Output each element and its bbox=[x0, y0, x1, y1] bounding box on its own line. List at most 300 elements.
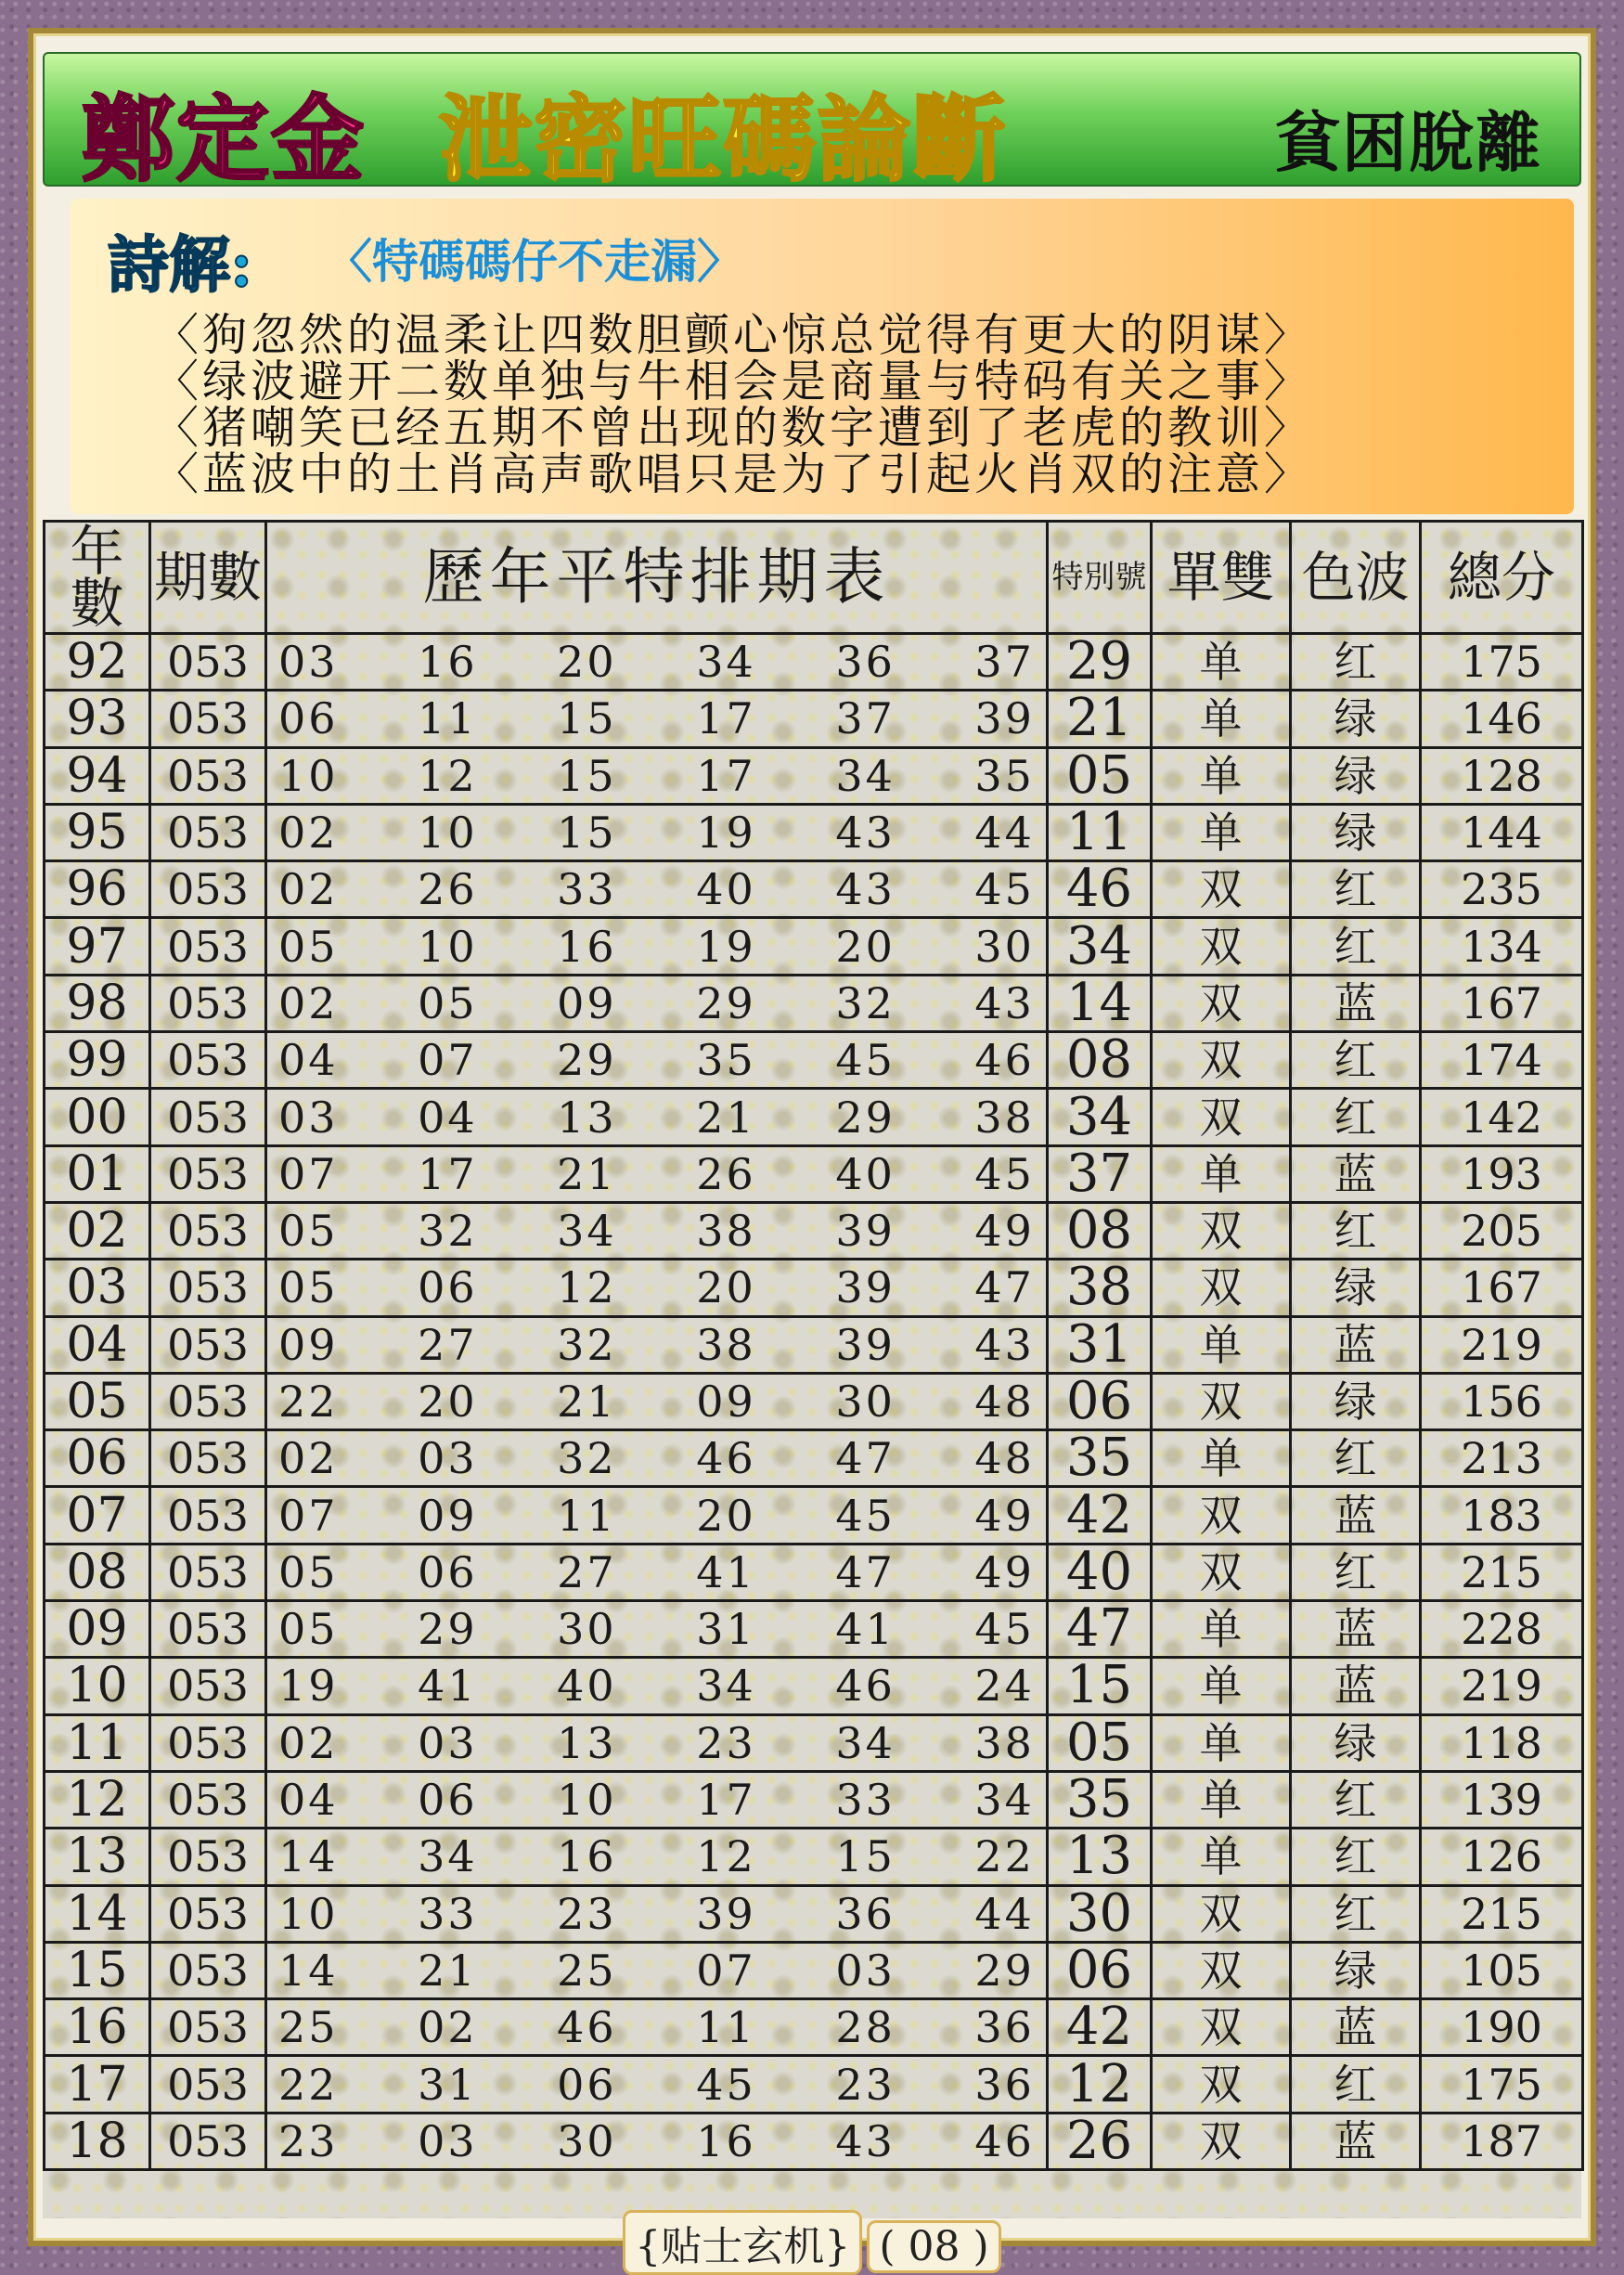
special-number-cell: 35 bbox=[1048, 1771, 1152, 1828]
number: 20 bbox=[696, 1490, 756, 1541]
total-cell: 134 bbox=[1421, 918, 1583, 975]
numbers-cell bbox=[266, 1260, 1048, 1316]
numbers-cell bbox=[266, 1202, 1048, 1259]
numbers-cell bbox=[266, 1771, 1048, 1828]
total-cell: 215 bbox=[1421, 1544, 1583, 1600]
table-row bbox=[45, 861, 1583, 918]
footer-label: {贴士玄机} bbox=[623, 2210, 862, 2275]
year-cell: 03 bbox=[45, 1260, 150, 1316]
header-year: 年數 bbox=[45, 522, 150, 634]
odd-even-cell: 双 bbox=[1152, 975, 1291, 1031]
total-cell: 167 bbox=[1421, 1260, 1583, 1316]
number: 29 bbox=[974, 1945, 1035, 1996]
odd-even-cell: 单 bbox=[1152, 1145, 1291, 1202]
number: 17 bbox=[696, 1775, 756, 1826]
odd-even-cell: 单 bbox=[1152, 634, 1291, 691]
number: 38 bbox=[696, 1319, 756, 1370]
number: 02 bbox=[418, 2002, 478, 2053]
period-cell: 053 bbox=[150, 861, 266, 918]
numbers-group bbox=[278, 1890, 1035, 1938]
special-number-cell: 13 bbox=[1048, 1829, 1152, 1885]
number: 34 bbox=[557, 1206, 617, 1257]
numbers-group bbox=[278, 979, 1035, 1028]
numbers-cell bbox=[266, 1999, 1048, 2056]
number: 23 bbox=[278, 2115, 339, 2166]
numbers-group bbox=[278, 1377, 1035, 1426]
year-cell: 17 bbox=[45, 2056, 150, 2113]
year-cell: 10 bbox=[45, 1658, 150, 1714]
number: 11 bbox=[418, 693, 478, 744]
poem-line: 〈猪嘲笑已经五期不曾出现的数字遭到了老虎的教训〉 bbox=[154, 402, 1313, 454]
period-cell: 053 bbox=[150, 747, 266, 804]
numbers-cell bbox=[266, 1487, 1048, 1544]
number: 44 bbox=[974, 1888, 1035, 1939]
numbers-cell bbox=[266, 1430, 1048, 1487]
odd-even-cell: 双 bbox=[1152, 1260, 1291, 1316]
number: 16 bbox=[418, 637, 478, 688]
number: 26 bbox=[418, 864, 478, 915]
number: 31 bbox=[696, 1604, 756, 1655]
period-cell: 053 bbox=[150, 1202, 266, 1259]
numbers-cell bbox=[266, 634, 1048, 691]
number: 34 bbox=[835, 1717, 896, 1768]
number: 38 bbox=[696, 1206, 756, 1257]
special-number-cell: 37 bbox=[1048, 1145, 1152, 1202]
table-row bbox=[45, 1260, 1583, 1316]
number: 03 bbox=[278, 637, 339, 688]
period-cell: 053 bbox=[150, 691, 266, 747]
table-row bbox=[45, 1145, 1583, 1202]
number: 02 bbox=[278, 977, 339, 1028]
year-cell: 05 bbox=[45, 1373, 150, 1429]
numbers-group bbox=[278, 1548, 1035, 1596]
table-body bbox=[45, 634, 1583, 2170]
number: 23 bbox=[835, 2059, 896, 2110]
number: 40 bbox=[557, 1661, 617, 1712]
special-number-cell: 14 bbox=[1048, 975, 1152, 1031]
poem-section bbox=[71, 199, 1574, 514]
number: 19 bbox=[696, 808, 756, 859]
period-cell: 053 bbox=[150, 1373, 266, 1429]
numbers-cell bbox=[266, 1373, 1048, 1429]
table-row bbox=[45, 1430, 1583, 1487]
odd-even-cell: 双 bbox=[1152, 1999, 1291, 2056]
numbers-group bbox=[278, 1263, 1035, 1312]
table-row bbox=[45, 1714, 1583, 1771]
special-number-cell: 47 bbox=[1048, 1601, 1152, 1658]
header-history: 歷年平特排期表 bbox=[266, 522, 1048, 634]
special-number-cell: 06 bbox=[1048, 1373, 1152, 1429]
odd-even-cell: 双 bbox=[1152, 918, 1291, 975]
number: 48 bbox=[974, 1377, 1035, 1427]
header-period: 期數 bbox=[150, 522, 266, 634]
numbers-cell bbox=[266, 1658, 1048, 1714]
special-number-cell: 31 bbox=[1048, 1316, 1152, 1373]
numbers-group bbox=[278, 1207, 1035, 1255]
total-cell: 174 bbox=[1421, 1032, 1583, 1089]
numbers-cell bbox=[266, 1032, 1048, 1089]
year-cell: 01 bbox=[45, 1145, 150, 1202]
total-cell: 105 bbox=[1421, 1942, 1583, 1998]
poem-title: 〈特碼碼仔不走漏〉 bbox=[326, 235, 743, 289]
period-cell: 053 bbox=[150, 2056, 266, 2113]
year-cell: 07 bbox=[45, 1487, 150, 1544]
number: 06 bbox=[557, 2059, 617, 2110]
special-number-cell: 30 bbox=[1048, 1885, 1152, 1942]
odd-even-cell: 单 bbox=[1152, 1658, 1291, 1714]
color-cell: 红 bbox=[1291, 1771, 1421, 1828]
number: 37 bbox=[974, 637, 1035, 688]
number: 25 bbox=[278, 2002, 339, 2053]
numbers-group bbox=[278, 638, 1035, 686]
page-frame bbox=[28, 28, 1596, 2270]
odd-even-cell: 单 bbox=[1152, 691, 1291, 747]
odd-even-cell: 单 bbox=[1152, 1430, 1291, 1487]
year-cell: 16 bbox=[45, 1999, 150, 2056]
period-cell: 053 bbox=[150, 1999, 266, 2056]
special-number-cell: 42 bbox=[1048, 1999, 1152, 2056]
number: 09 bbox=[418, 1490, 478, 1541]
number: 40 bbox=[696, 864, 756, 915]
number: 29 bbox=[835, 1092, 896, 1143]
year-cell: 94 bbox=[45, 747, 150, 804]
numbers-cell bbox=[266, 975, 1048, 1031]
number: 13 bbox=[557, 1717, 617, 1768]
number: 43 bbox=[974, 977, 1035, 1028]
number: 49 bbox=[974, 1490, 1035, 1541]
number: 47 bbox=[835, 1433, 896, 1484]
color-cell: 绿 bbox=[1291, 1373, 1421, 1429]
year-cell: 18 bbox=[45, 2113, 150, 2169]
number: 06 bbox=[418, 1546, 478, 1597]
year-cell: 04 bbox=[45, 1316, 150, 1373]
numbers-cell bbox=[266, 1145, 1048, 1202]
numbers-cell bbox=[266, 691, 1048, 747]
numbers-group bbox=[278, 1036, 1035, 1084]
table-row bbox=[45, 1032, 1583, 1089]
number: 39 bbox=[974, 693, 1035, 744]
color-cell: 红 bbox=[1291, 1829, 1421, 1885]
table-row bbox=[45, 1316, 1583, 1373]
number: 05 bbox=[278, 1604, 339, 1655]
number: 25 bbox=[557, 1945, 617, 1996]
number: 30 bbox=[557, 1604, 617, 1655]
number: 23 bbox=[557, 1888, 617, 1939]
color-cell: 绿 bbox=[1291, 804, 1421, 860]
number: 34 bbox=[696, 637, 756, 688]
color-cell: 绿 bbox=[1291, 747, 1421, 804]
period-cell: 053 bbox=[150, 1942, 266, 1998]
number: 48 bbox=[974, 1433, 1035, 1484]
number: 21 bbox=[418, 1945, 478, 1996]
color-cell: 蓝 bbox=[1291, 1316, 1421, 1373]
number: 45 bbox=[974, 1604, 1035, 1655]
number: 34 bbox=[974, 1775, 1035, 1826]
odd-even-cell: 双 bbox=[1152, 1544, 1291, 1600]
color-cell: 蓝 bbox=[1291, 1658, 1421, 1714]
number: 21 bbox=[557, 1148, 617, 1199]
number: 20 bbox=[696, 1262, 756, 1313]
number: 15 bbox=[557, 808, 617, 859]
odd-even-cell: 双 bbox=[1152, 1032, 1291, 1089]
number: 10 bbox=[278, 750, 339, 801]
color-cell: 红 bbox=[1291, 1544, 1421, 1600]
period-cell: 053 bbox=[150, 1714, 266, 1771]
year-cell: 06 bbox=[45, 1430, 150, 1487]
number: 10 bbox=[557, 1775, 617, 1826]
period-cell: 053 bbox=[150, 1316, 266, 1373]
page-number-box: ( 08 ) bbox=[867, 2220, 1000, 2273]
table-row bbox=[45, 634, 1583, 691]
total-cell: 235 bbox=[1421, 861, 1583, 918]
number: 29 bbox=[696, 977, 756, 1028]
period-cell: 053 bbox=[150, 804, 266, 860]
number: 46 bbox=[974, 2115, 1035, 2166]
number: 06 bbox=[418, 1775, 478, 1826]
odd-even-cell: 双 bbox=[1152, 1089, 1291, 1145]
color-cell: 绿 bbox=[1291, 1260, 1421, 1316]
period-cell: 053 bbox=[150, 1145, 266, 1202]
numbers-cell bbox=[266, 1089, 1048, 1145]
period-cell: 053 bbox=[150, 1658, 266, 1714]
number: 35 bbox=[974, 750, 1035, 801]
total-cell: 146 bbox=[1421, 691, 1583, 747]
total-cell: 228 bbox=[1421, 1601, 1583, 1658]
special-number-cell: 12 bbox=[1048, 2056, 1152, 2113]
year-cell: 09 bbox=[45, 1601, 150, 1658]
number: 46 bbox=[974, 1035, 1035, 1086]
numbers-group bbox=[278, 808, 1035, 857]
color-cell: 红 bbox=[1291, 861, 1421, 918]
table-row bbox=[45, 1202, 1583, 1259]
color-cell: 红 bbox=[1291, 1430, 1421, 1487]
table-row bbox=[45, 1544, 1583, 1600]
brand-name: 鄭定金 bbox=[82, 84, 366, 194]
poem-label: 詩解: bbox=[108, 228, 253, 301]
number: 43 bbox=[835, 2115, 896, 2166]
numbers-cell bbox=[266, 2113, 1048, 2169]
numbers-group bbox=[278, 1150, 1035, 1198]
header-color: 色波 bbox=[1291, 522, 1421, 634]
number: 36 bbox=[974, 2059, 1035, 2110]
number: 03 bbox=[418, 1433, 478, 1484]
odd-even-cell: 单 bbox=[1152, 1771, 1291, 1828]
numbers-group bbox=[278, 923, 1035, 971]
numbers-cell bbox=[266, 1885, 1048, 1942]
table-row bbox=[45, 1089, 1583, 1145]
numbers-cell bbox=[266, 1544, 1048, 1600]
color-cell: 绿 bbox=[1291, 1942, 1421, 1998]
total-cell: 219 bbox=[1421, 1658, 1583, 1714]
number: 38 bbox=[974, 1717, 1035, 1768]
table-row bbox=[45, 1373, 1583, 1429]
number: 36 bbox=[835, 1888, 896, 1939]
number: 02 bbox=[278, 1717, 339, 1768]
number: 45 bbox=[974, 1148, 1035, 1199]
number: 03 bbox=[835, 1945, 896, 1996]
color-cell: 绿 bbox=[1291, 691, 1421, 747]
number: 29 bbox=[418, 1604, 478, 1655]
number: 44 bbox=[974, 808, 1035, 859]
number: 09 bbox=[278, 1319, 339, 1370]
number: 34 bbox=[418, 1831, 478, 1882]
banner-slogan: 貧困脫離 bbox=[1275, 104, 1542, 181]
total-cell: 213 bbox=[1421, 1430, 1583, 1487]
number: 05 bbox=[278, 1262, 339, 1313]
color-cell: 蓝 bbox=[1291, 1487, 1421, 1544]
number: 22 bbox=[278, 1377, 339, 1427]
odd-even-cell: 双 bbox=[1152, 2113, 1291, 2169]
numbers-group bbox=[278, 694, 1035, 743]
number: 05 bbox=[278, 1546, 339, 1597]
number: 13 bbox=[557, 1092, 617, 1143]
number: 10 bbox=[418, 921, 478, 972]
number: 04 bbox=[278, 1775, 339, 1826]
number: 46 bbox=[835, 1661, 896, 1712]
odd-even-cell: 单 bbox=[1152, 1601, 1291, 1658]
numbers-group bbox=[278, 1434, 1035, 1482]
number: 05 bbox=[418, 977, 478, 1028]
header-total: 總分 bbox=[1421, 522, 1583, 634]
numbers-cell bbox=[266, 1829, 1048, 1885]
number: 03 bbox=[418, 2115, 478, 2166]
number: 15 bbox=[557, 750, 617, 801]
number: 12 bbox=[418, 750, 478, 801]
total-cell: 205 bbox=[1421, 1202, 1583, 1259]
special-number-cell: 06 bbox=[1048, 1942, 1152, 1998]
total-cell: 167 bbox=[1421, 975, 1583, 1031]
number: 22 bbox=[974, 1831, 1035, 1882]
poem-line: 〈蓝波中的土肖高声歌唱只是为了引起火肖双的注意〉 bbox=[154, 448, 1313, 500]
color-cell: 蓝 bbox=[1291, 1999, 1421, 2056]
odd-even-cell: 单 bbox=[1152, 1829, 1291, 1885]
color-cell: 蓝 bbox=[1291, 1601, 1421, 1658]
odd-even-cell: 单 bbox=[1152, 1714, 1291, 1771]
numbers-cell bbox=[266, 2056, 1048, 2113]
number: 39 bbox=[835, 1319, 896, 1370]
numbers-cell bbox=[266, 1316, 1048, 1373]
number: 26 bbox=[696, 1148, 756, 1199]
special-number-cell: 05 bbox=[1048, 1714, 1152, 1771]
color-cell: 蓝 bbox=[1291, 2113, 1421, 2169]
special-number-cell: 40 bbox=[1048, 1544, 1152, 1600]
color-cell: 红 bbox=[1291, 1202, 1421, 1259]
number: 32 bbox=[835, 977, 896, 1028]
odd-even-cell: 双 bbox=[1152, 861, 1291, 918]
color-cell: 蓝 bbox=[1291, 1145, 1421, 1202]
period-cell: 053 bbox=[150, 1260, 266, 1316]
odd-even-cell: 单 bbox=[1152, 804, 1291, 860]
number: 46 bbox=[557, 2002, 617, 2053]
period-cell: 053 bbox=[150, 1601, 266, 1658]
number: 04 bbox=[418, 1092, 478, 1143]
numbers-group bbox=[278, 1492, 1035, 1540]
page-number: 08 bbox=[908, 2223, 960, 2270]
odd-even-cell: 双 bbox=[1152, 2056, 1291, 2113]
numbers-cell bbox=[266, 918, 1048, 975]
number: 38 bbox=[974, 1092, 1035, 1143]
number: 14 bbox=[278, 1945, 339, 1996]
number: 07 bbox=[278, 1148, 339, 1199]
number: 36 bbox=[835, 637, 896, 688]
number: 20 bbox=[557, 637, 617, 688]
number: 47 bbox=[974, 1262, 1035, 1313]
special-number-cell: 15 bbox=[1048, 1658, 1152, 1714]
number: 31 bbox=[418, 2059, 478, 2110]
number: 05 bbox=[278, 921, 339, 972]
number: 34 bbox=[835, 750, 896, 801]
table-row bbox=[45, 747, 1583, 804]
special-number-cell: 05 bbox=[1048, 747, 1152, 804]
table-row bbox=[45, 2056, 1583, 2113]
color-cell: 绿 bbox=[1291, 1714, 1421, 1771]
color-cell: 红 bbox=[1291, 2056, 1421, 2113]
odd-even-cell: 单 bbox=[1152, 747, 1291, 804]
number: 33 bbox=[418, 1888, 478, 1939]
numbers-group bbox=[278, 2061, 1035, 2109]
number: 45 bbox=[835, 1490, 896, 1541]
numbers-cell bbox=[266, 1942, 1048, 1998]
header-banner bbox=[43, 52, 1581, 194]
table-row bbox=[45, 2113, 1583, 2169]
year-cell: 99 bbox=[45, 1032, 150, 1089]
odd-even-cell: 单 bbox=[1152, 1316, 1291, 1373]
numbers-group bbox=[278, 1832, 1035, 1881]
period-cell: 053 bbox=[150, 2113, 266, 2169]
number: 39 bbox=[835, 1262, 896, 1313]
table-row bbox=[45, 1658, 1583, 1714]
year-cell: 96 bbox=[45, 861, 150, 918]
numbers-cell bbox=[266, 1601, 1048, 1658]
number: 43 bbox=[835, 864, 896, 915]
table-row bbox=[45, 975, 1583, 1031]
period-cell: 053 bbox=[150, 1089, 266, 1145]
special-number-cell: 08 bbox=[1048, 1032, 1152, 1089]
number: 19 bbox=[696, 921, 756, 972]
year-cell: 02 bbox=[45, 1202, 150, 1259]
total-cell: 139 bbox=[1421, 1771, 1583, 1828]
number: 45 bbox=[835, 1035, 896, 1086]
number: 32 bbox=[557, 1433, 617, 1484]
color-cell: 蓝 bbox=[1291, 975, 1421, 1031]
number: 02 bbox=[278, 864, 339, 915]
header-special: 特別號 bbox=[1048, 522, 1152, 634]
number: 14 bbox=[278, 1831, 339, 1882]
table-row bbox=[45, 1942, 1583, 1998]
number: 20 bbox=[418, 1377, 478, 1427]
number: 32 bbox=[418, 1206, 478, 1257]
year-cell: 12 bbox=[45, 1771, 150, 1828]
number: 21 bbox=[557, 1377, 617, 1427]
number: 02 bbox=[278, 808, 339, 859]
total-cell: 190 bbox=[1421, 1999, 1583, 2056]
total-cell: 175 bbox=[1421, 2056, 1583, 2113]
period-cell: 053 bbox=[150, 918, 266, 975]
number: 12 bbox=[696, 1831, 756, 1882]
odd-even-cell: 双 bbox=[1152, 1885, 1291, 1942]
number: 35 bbox=[696, 1035, 756, 1086]
period-cell: 053 bbox=[150, 1885, 266, 1942]
color-cell: 红 bbox=[1291, 1885, 1421, 1942]
year-cell: 95 bbox=[45, 804, 150, 860]
poem-lines bbox=[154, 309, 1546, 500]
footer bbox=[33, 2210, 1591, 2275]
special-number-cell: 34 bbox=[1048, 1089, 1152, 1145]
number: 07 bbox=[696, 1945, 756, 1996]
number: 15 bbox=[835, 1831, 896, 1882]
number: 45 bbox=[696, 2059, 756, 2110]
number: 06 bbox=[418, 1262, 478, 1313]
